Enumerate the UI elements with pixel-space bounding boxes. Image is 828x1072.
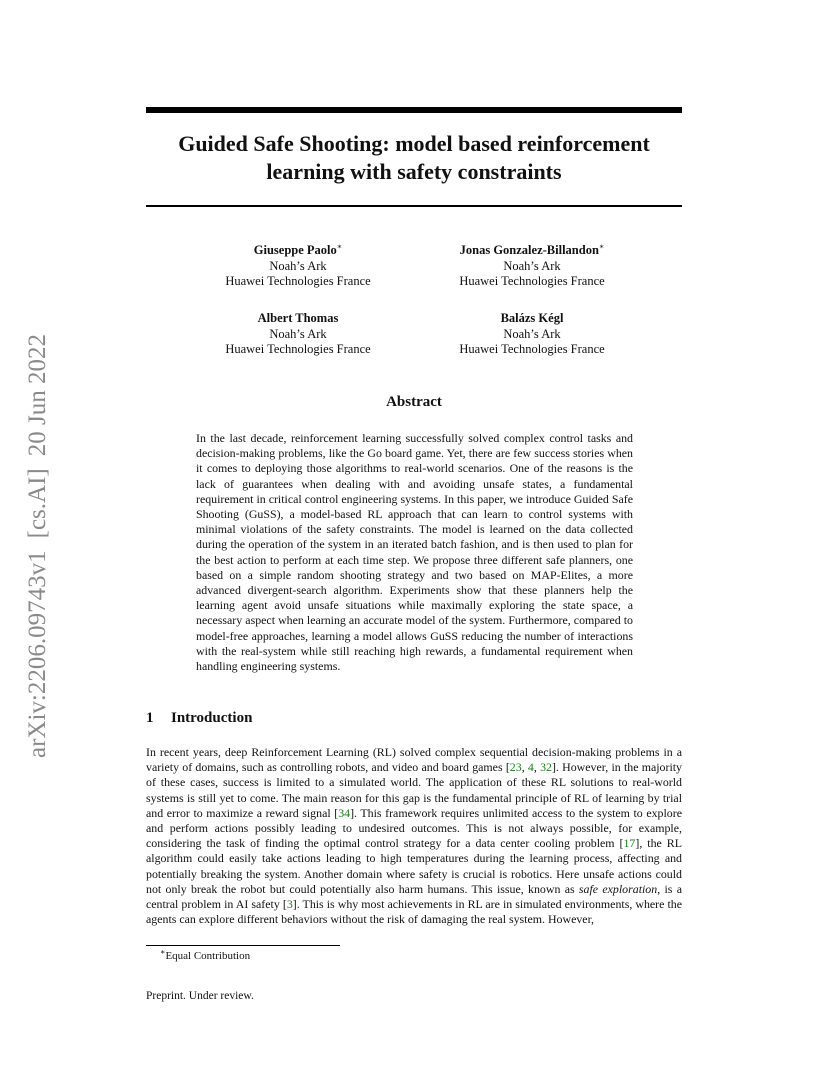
author-block-1 [188, 243, 408, 290]
author-name: Jonas Gonzalez-Billandon∗ [459, 241, 605, 257]
footnote-text: Equal Contribution [165, 950, 251, 962]
author-affiliation: Noah’s Ark [269, 258, 327, 273]
author-name: Giuseppe Paolo∗ [253, 241, 343, 257]
citation-link[interactable]: 23 [509, 760, 522, 775]
author-block-2 [422, 243, 642, 290]
abstract-heading: Abstract [386, 394, 442, 410]
arxiv-category: [cs.AI] [24, 468, 51, 539]
author-block-3 [188, 311, 408, 358]
author-affiliation: Huawei Technologies France [225, 274, 371, 288]
footnote [160, 947, 251, 962]
arxiv-sidebar-stamp [21, 298, 55, 758]
author-affiliation: Huawei Technologies France [459, 274, 605, 288]
section-heading-introduction [146, 710, 682, 727]
equal-contribution-mark: ∗ [598, 241, 605, 251]
section-title: Introduction [171, 710, 253, 726]
citation-link[interactable]: 34 [338, 805, 351, 820]
abstract-text: In the last decade, reinforcement learning successfully solved complex control tasks and decision-making problems, like the Go board game. Yet, there are few success stories when it comes to deploying those algorithms to real-world scenarios. One of the reasons is the lack of guarantees when dealing with and avoiding unsafe states, a fundamental requirement in critical control engineering systems. In this paper, we introduce Guided Safe Shooting (GuSS), a model-based RL approach that can learn to control systems with minimal violations of the safety constraints. The model is learned on the data collected during the operation of the system in an iterated batch fashion, and is then used to plan for the best action to perform at each time step. We propose three different safe planners, one based on a simple random shooting strategy and two based on MAP-Elites, a more advanced divergent-search algorithm. Experiments show that these planners help the learning agent avoid unsafe situations while maximally exploring the state space, a necessary aspect when learning an accurate model of the system. Furthermore, compared to model-free approaches, learning a model allows GuSS reducing the number of interactions with the real-system while still reaching high rewards, a fundamental requirement when handling engineering systems. [196, 431, 633, 674]
title-line-1: Guided Safe Shooting: model based reinforcement [178, 131, 650, 156]
section-number: 1 [146, 710, 154, 726]
emphasis-term: safe exploration [578, 881, 658, 896]
title-bottom-rule [146, 205, 682, 207]
preprint-notice: Preprint. Under review. [146, 990, 254, 1002]
introduction-paragraph: In recent years, deep Reinforcement Learning (RL) solved complex sequential decision-making problems in a variety of domains, such as controlling robots, and video and board games [23, 4, 32]. However, in the majority of these cases, success is limited to a simulated world. The application of these RL solutions to real-world systems is still yet to come. The main reason for this gap is the fundamental principle of RL of learning by trial and error to maximize a reward signal [34]. This framework requires unlimited access to the system to explore and perform actions possibly leading to undesired outcomes. This is not always possible, for example, considering the task of finding the optimal control strategy for a data center cooling problem [17], the RL algorithm could easily take actions leading to high temperatures during the learning process, affecting and potentially breaking the system. Another domain where safety is crucial is robotics. Here unsafe actions could not only break the robot but could potentially also harm humans. This issue, known as safe exploration, is a central problem in AI safety [3]. This is why most achievements in RL are in simulated environments, where the agents can explore different behaviors without the risk of damaging the real system. However, [146, 745, 683, 927]
equal-contribution-mark: ∗ [336, 241, 343, 251]
citation-link[interactable]: 32 [540, 760, 552, 775]
citation-link[interactable]: 17 [623, 836, 636, 851]
title-top-rule [146, 107, 682, 113]
footnote-rule [146, 945, 340, 946]
citation-link[interactable]: 3 [286, 897, 293, 912]
author-block-4 [422, 311, 642, 358]
citation-link[interactable]: 4 [527, 760, 534, 775]
author-affiliation: Noah’s Ark [269, 326, 327, 341]
author-affiliation: Noah’s Ark [503, 326, 561, 341]
title-line-2: learning with safety constraints [266, 159, 562, 184]
author-affiliation: Noah’s Ark [503, 258, 561, 273]
author-affiliation: Huawei Technologies France [459, 342, 605, 356]
author-name: Balázs Kégl [500, 311, 564, 325]
author-affiliation: Huawei Technologies France [225, 342, 371, 356]
arxiv-date: 20 Jun 2022 [24, 334, 51, 457]
author-name: Albert Thomas [257, 311, 339, 325]
footnote-mark: ∗ [160, 947, 166, 957]
paper-title [146, 130, 682, 186]
arxiv-id: arXiv:2206.09743v1 [24, 550, 51, 758]
